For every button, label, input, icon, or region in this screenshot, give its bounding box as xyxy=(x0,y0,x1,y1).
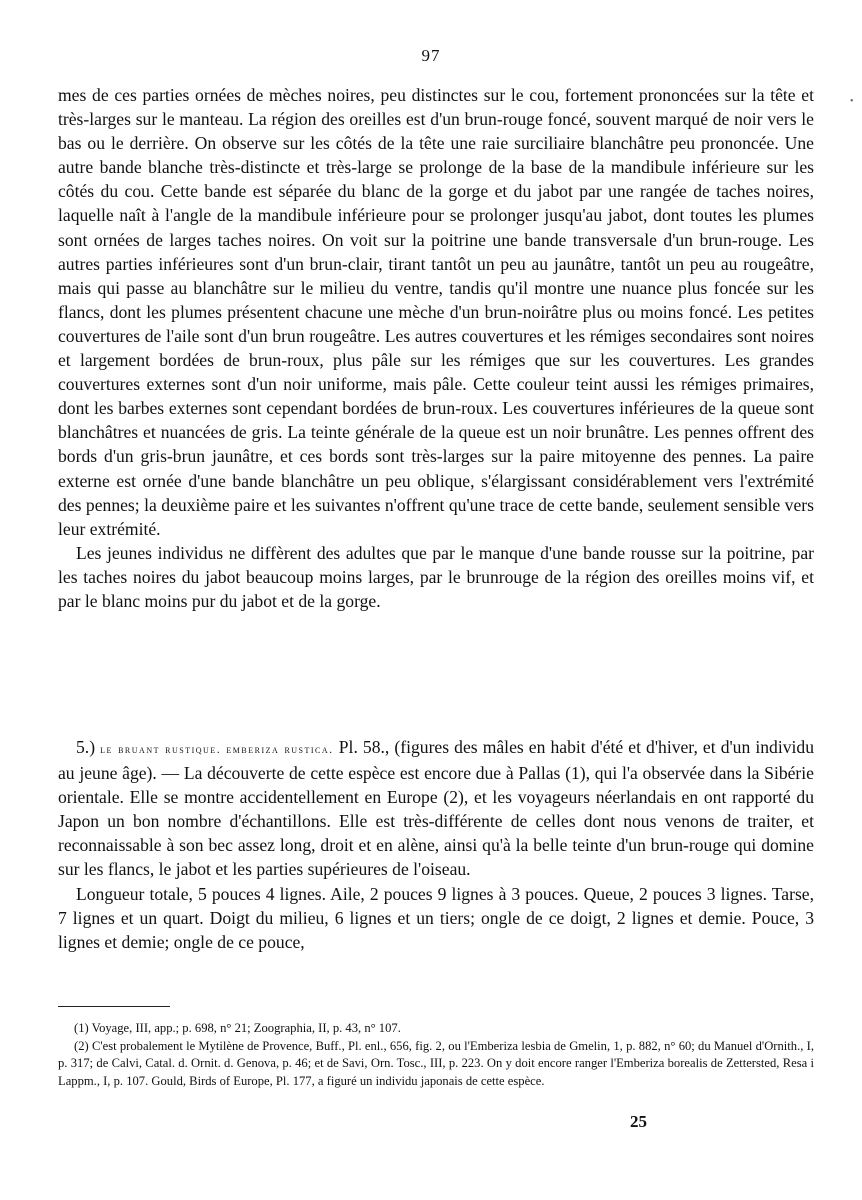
footnote-2: (2) C'est probalement le Mytilène de Provence, Buff., Pl. enl., 656, fig. 2, ou l'Emberiza lesbia de Gmelin, 1, p. 882, n° 60; du Manuel d'Ornith., I, p. 317; de Calvi, Catal. d. Ornit. d. Genova, p. 46; et de Savi, Orn. Tosc., III, p. 223. On y doit encore ranger l'Emberiza borealis de Zettersted, Resa i Lappm., I, p. 107. Gould, Birds of Europe, Pl. 177, a figuré un individu japonais de cette espèce. xyxy=(58,1038,814,1088)
section-number: 5.) xyxy=(76,737,96,757)
signature-mark: 25 xyxy=(630,1112,647,1131)
measurements-paragraph: Longueur totale, 5 pouces 4 lignes. Aile, 2 pouces 9 lignes à 3 pouces. Queue, 2 pouces 3 lignes. Tarse, 7 lignes et un quart. Doigt du milieu, 6 lignes et un tiers; ongle de ce doigt, 2 lignes et demie. Pouce, 3 lignes et demie; ongle de ce pouce, xyxy=(58,883,814,952)
footnote-rule xyxy=(58,1006,170,1007)
paragraph-juveniles: Les jeunes individus ne diffèrent des adultes que par le manque d'une bande rousse sur la poitrine, par les taches noires du jabot beaucoup moins larges, par le brunrouge de la région des oreilles moins vif, et par le blanc moins pur du jabot et de la gorge. xyxy=(58,542,814,611)
footnotes xyxy=(58,1020,814,1090)
paragraph-plumage: mes de ces parties ornées de mèches noires, peu distinctes sur le cou, fortement prononcées sur la tête et très-larges sur le manteau. La région des oreilles est d'un brun-rouge foncé, souvent marqué de noir vers le bas ou le derrière. On observe sur les côtés de la tête une raie surciliaire blanchâtre peu prononcée. Une autre bande blanche très-distincte et très-large se prolonge de la base de la mandibule inférieure sur les côtés du cou. Cette bande est séparée du blanc de la gorge et du jabot par une rangée de taches noires, laquelle naît à l'angle de la mandibule inférieure pour se prolonger jusqu'au jabot, dont toutes les plumes sont ornées de larges taches noires. On voit sur la poitrine une bande transversale d'un brun-rouge. Les autres parties inférieures sont d'un brun-clair, tirant tantôt un peu au jaunâtre, tantôt un peu au rougeâtre, mais qui passe au blanchâtre sur le milieu du ventre, tandis qu'il montre une nuance plus foncée sur les flancs, dont les plumes présentent chacune une mèche d'un brun-noirâtre plus ou moins foncé. Les petites couvertures de l'aile sont d'un brun rougeâtre. Les autres couvertures et les rémiges secondaires sont noires et largement bordées de brun-roux, plus pâle sur les rémiges que sur les couvertures. Les grandes couvertures externes sont d'un noir uniforme, mais pâle. Cette couleur teint aussi les rémiges primaires, dont les barbes externes sont cependant bordées de brun-roux. Les couvertures inférieures de la queue sont blanchâtres et nuancées de gris. La teinte générale de la queue est un noir brunâtre. Les pennes offrent des bords d'un gris-brun jaunâtre, et ces bords sont très-larges sur la paire mitoyenne des pennes. La paire externe est ornée d'une bande blanchâtre un peu oblique, s'élargissant considérablement vers l'extrémité des pennes; la deuxième paire et les suivantes n'offrent qu'une trace de cette bande, seulement sensible vers leur extrémité. xyxy=(58,85,814,539)
main-text xyxy=(58,83,814,613)
species-section xyxy=(58,735,814,954)
species-intro-paragraph xyxy=(58,735,814,882)
species-description: Pl. 58., (figures des mâles en habit d'été et d'hiver, et d'un individu au jeune âge). — La découverte de cette espèce est encore due à Pallas (1), qui l'a observée dans la Sibérie orientale. Elle se montre accidentellement en Europe (2), et les voyageurs néerlandais en ont rapporté du Japon un bon nombre d'échantillons. Elle est très-différente de celles dont nous venons de traiter, et reconnaissable à son bec assez long, droit et en alène, ainsi qu'à la belle teinte d'un brun-rouge qui domine sur les flancs, le jabot et les parties supérieures de l'oiseau. xyxy=(58,737,814,880)
page-number: 97 xyxy=(421,46,441,65)
species-name: le bruant rustique. emberiza rustica. xyxy=(100,742,334,756)
margin-mark: • xyxy=(850,96,854,107)
footnote-1: (1) Voyage, III, app.; p. 698, n° 21; Zoographia, II, p. 43, n° 107. xyxy=(74,1021,401,1035)
